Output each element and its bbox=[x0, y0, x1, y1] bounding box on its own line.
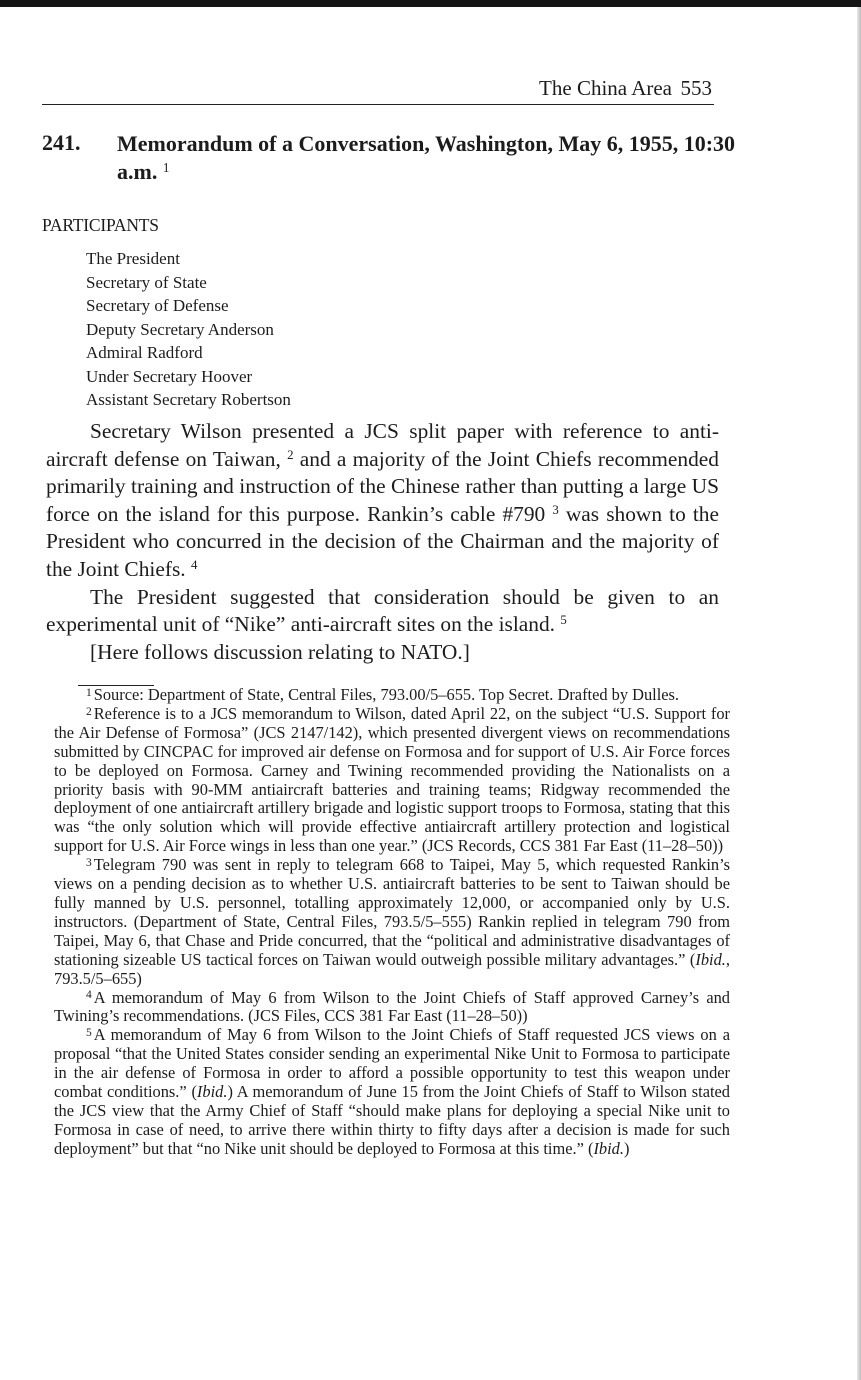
footnote-5 bbox=[54, 1026, 730, 1158]
footnote-ibid: Ibid. bbox=[196, 1082, 228, 1102]
body-text-run: The President suggested that consideration should be given to an experimental unit of “Nike” anti-aircraft sites on the island. bbox=[46, 584, 719, 637]
participant: Secretary of Defense bbox=[86, 296, 229, 315]
footnote-text: Source: Department of State, Central Files, 793.00/5–655. Top Secret. Drafted by Dulles. bbox=[93, 685, 680, 704]
footnote-ibid: Ibid. bbox=[695, 949, 726, 969]
footnote-text: ) bbox=[623, 1138, 630, 1158]
participant: Secretary of State bbox=[86, 272, 207, 292]
footnote-marker: 4 bbox=[86, 989, 92, 1002]
footnote-3 bbox=[54, 856, 730, 988]
footnote-marker: 2 bbox=[86, 705, 92, 718]
running-head bbox=[42, 74, 714, 105]
footnote-text: ) A memorandum of June 15 from the Joint Chiefs of Staff to Wilson stated the JCS view that the Army Chief of Staff “should make plans for deploying a special Nike unit to Formosa in case of need, to arrive there within thirty to fifty days after a decision is made for such deployment” but that “no Nike unit should be deployed to Formosa at this time.” ( bbox=[54, 1082, 730, 1158]
document-title-text: Memorandum of a Conversation, Washington, May 6, 1955, 10:30 a.m. bbox=[117, 131, 736, 184]
footnote-ref-1: 1 bbox=[162, 159, 170, 175]
footnote-marker: 1 bbox=[86, 686, 92, 699]
footnotes bbox=[54, 686, 730, 1159]
footnote-ref-3: 3 bbox=[552, 502, 559, 517]
footnote-marker: 5 bbox=[86, 1027, 92, 1040]
footnote-ibid: Ibid. bbox=[593, 1138, 624, 1158]
body-text-run: Secretary Wilson presented a JCS split paper with reference to anti-aircraft defense on Taiwan, bbox=[46, 419, 719, 471]
footnote-ref-2: 2 bbox=[287, 447, 294, 462]
footnote-text: A memorandum of May 6 from Wilson to the Joint Chiefs of Staff approved Carney’s and Twining’s recommendations. (JCS Files, CCS 381 Far East (11–28–50)) bbox=[54, 987, 730, 1026]
body-text-run: and a majority of the Joint Chiefs recommended primarily training and instruction of the Chinese rather than putting a large US force on the island for this purpose. Rankin’s cable #790 bbox=[46, 446, 719, 526]
page-top-edge bbox=[0, 0, 861, 7]
participant: Assistant Secretary Robertson bbox=[86, 390, 291, 409]
body-text-run: was shown to the President who concurred in the decision of the Chairman and the majority of the Joint Chiefs. bbox=[46, 501, 720, 581]
document-number: 241. bbox=[42, 130, 81, 155]
participants-label: PARTICIPANTS bbox=[42, 215, 159, 235]
footnote-2 bbox=[54, 705, 730, 856]
footnote-text: Telegram 790 was sent in reply to telegram 668 to Taipei, May 5, which requested Rankin’s views on a pending decision as to whether U.S. antiaircraft batteries to be sent to Taiwan should be fully manned by U.S. personnel, totalling approximately 12,000, or accompanied only by U.S. instructors. (Department of State, Central Files, 793.5/5–555) Rankin replied in telegram 790 from Taipei, May 6, that Chase and Pride concurred, that the “political and administrative disadvantages of stationing sizeable US tactical forces on Taiwan would outweigh possible military advantages.” ( bbox=[54, 855, 730, 969]
participant: Admiral Radford bbox=[86, 343, 203, 362]
body-text bbox=[46, 418, 719, 666]
footnote-4 bbox=[54, 989, 730, 1027]
footnote-marker: 3 bbox=[86, 857, 92, 870]
document-title bbox=[117, 130, 737, 186]
footnote-text: A memorandum of May 6 from Wilson to the Joint Chiefs of Staff requested JCS views on a proposal “that the United States consider sending an experimental Nike Unit to Formosa to participate in the air defense of Formosa in order to afford a possible opportunity to test this weapon under combat conditions.” ( bbox=[54, 1025, 730, 1102]
page-number: 553 bbox=[680, 76, 712, 100]
footnote-ref-5: 5 bbox=[560, 613, 567, 628]
participant: The President bbox=[86, 249, 180, 268]
participant: Under Secretary Hoover bbox=[86, 366, 253, 386]
footnote-text: Reference is to a JCS memorandum to Wilson, dated April 22, on the subject “U.S. Support for the Air Defense of Formosa” (JCS 2147/142), which presented divergent views on recommendations submitted by CINCPAC for improved air defense on Formosa and for support of U.S. Air Force forces to be deployed on Formosa. Carney and Twining recommended providing the Nationalists on a priority basis with 90-MM antiaircraft batteries and training teams; Ridgway recommended the deployment of one antiaircraft artillery brigade and logistic support troops to Formosa, stating that this was “the only solution which will provide effective antiaircraft artillery protection and logistical support for U.S. Air Force wings in less than one year.” (JCS Records, CCS 381 Far East (11–28–50)) bbox=[54, 703, 730, 856]
body-paragraph-2 bbox=[46, 584, 719, 639]
participant: Deputy Secretary Anderson bbox=[86, 319, 274, 339]
footnote-text: , 793.5/5–655) bbox=[54, 949, 730, 988]
footnote-ref-4: 4 bbox=[190, 557, 198, 572]
running-head-title: The China Area bbox=[539, 76, 672, 100]
participants-list bbox=[86, 247, 291, 412]
body-paragraph-1 bbox=[46, 418, 719, 584]
footnote-1 bbox=[54, 686, 730, 705]
body-paragraph-3: [Here follows discussion relating to NATO.] bbox=[90, 639, 470, 664]
page-right-edge bbox=[857, 7, 861, 1380]
